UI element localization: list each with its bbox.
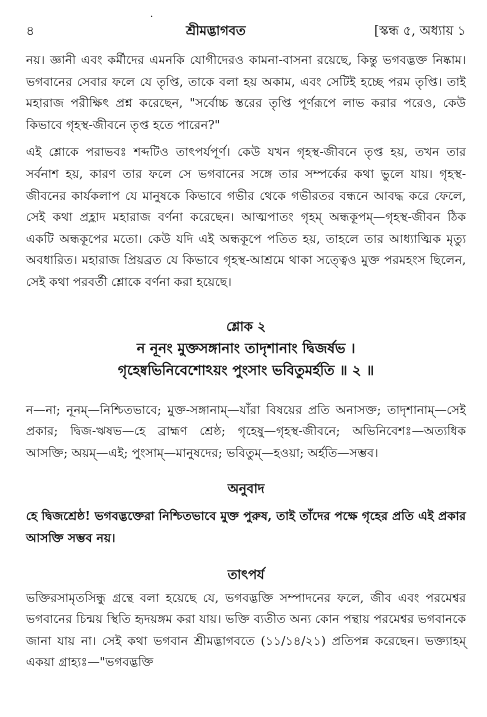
translation-heading: অনুবাদ [227,482,265,498]
purport-text: ভক্তিরসামৃতসিন্ধু গ্রন্থে বলা হয়েছে যে, ভগবদ্ভক্তি সম্পাদনের ফলে, জীব এবং পরমেশ্বর ভগবানের চিন্ময় স্থিতি হৃদয়ঙ্গম করা যায়। ভক্তি ব্যতীত অন্য কোন পন্থায় পরমেশ্বর ভগবানকে জানা যায় না। সেই কথা ভগবান শ্রীমদ্ভাগবতে (১১/১৪/২১) প্রতিপন্ন করেছেন। ভক্ত্যাহম্ একয়া গ্রাহ্যঃ—"ভগবদ্ভক্তি [26,590,466,670]
verse-line-2: গৃহেষ্বভিনিবেশোঽয়ং পুংসাং ভবিতুমর্হতি ॥ ২ ॥ [117,362,375,379]
decorative-mark: · [150,12,154,23]
verse-line-1: ন নূনং মুক্তসঙ্গানাং তাদৃশানাং দ্বিজর্ষভ । [136,340,356,357]
page-number: ৪ [26,24,35,39]
purport-heading: তাৎপর্য [227,567,265,583]
translation-text: হে দ্বিজশ্রেষ্ঠ! ভগবদ্ভক্তেরা নিশ্চিতভাবে মুক্ত পুরুষ, তাই তাঁদের পক্ষে গৃহের প্রতি এই প্রকার আসক্তি সম্ভব নয়। [26,509,466,545]
shloka-label: শ্লোক ২ [226,319,266,335]
section-indicator: [স্কন্ধ ৫, অধ্যায় ১ [374,24,466,39]
synonyms-paragraph: ন—না; নূনম্—নিশ্চিতভাবে; মুক্ত-সঙ্গানাম্—যাঁরা বিষয়ের প্রতি অনাসক্ত; তাদৃশানাম্—সেই প্রকার; দ্বিজ-ঋষভ—হে ব্রাহ্মণ শ্রেষ্ঠ; গৃহেষু—গৃহস্থ-জীবনে; অভিনিবেশঃ—অত্যধিক আসক্তি; অয়ম্—এই; পুংসাম্—মানুষদের; ভবিতুম্—হওয়া; অর্হতি—সম্ভব। [26,402,466,460]
book-page [26,12,466,674]
body-paragraph-1: নয়। জ্ঞানী এবং কর্মীদের এমনকি যোগীদেরও কামনা-বাসনা রয়েছে, কিন্তু ভগবদ্ভক্ত নিষ্কাম। ভগবানের সেবার ফলে যে তৃপ্তি, তাকে বলা হয় অকাম, এবং সেটিই হচ্ছে পরম তৃপ্তি। তাই মহারাজ পরীক্ষিৎ প্রশ্ন করেছেন, "সর্বোচ্চ স্তরের তৃপ্তি পূর্ণরূপে লাভ করার পরেও, কেউ কিভাবে গৃহস্থ-জীবনে তৃপ্ত হতে পারেন?" [26,53,466,132]
page-header [26,12,466,44]
body-paragraph-2: এই শ্লোকে পরাভবঃ শব্দটিও তাৎপর্যপূর্ণ। কেউ যখন গৃহস্থ-জীবনে তৃপ্ত হয়, তখন তার সর্বনাশ হয়, কারণ তার ফলে সে ভগবানের সঙ্গে তার সম্পর্কের কথা ভুলে যায়। গৃহস্থ-জীবনের কার্যকলাপ যে মানুষকে কিভাবে গভীর থেকে গভীরতর বন্ধনে আবদ্ধ করে ফেলে, সেই কথা প্রহ্লাদ মহারাজ বর্ণনা করেছেন। আত্মপাতং গৃহম্ অন্ধকূপম্—গৃহস্থ-জীবন ঠিক একটি অন্ধকূপের মতো। কেউ যদি এই অন্ধকূপে পতিত হয়, তাহলে তার আধ্যাত্মিক মৃত্যু অবধারিত। মহারাজ প্রিয়ব্রত যে কিভাবে গৃহস্থ-আশ্রমে থাকা সত্ত্বেও মুক্ত পরমহংস ছিলেন, সেই কথা পরবর্তী শ্লোকে বর্ণনা করা হয়েছে। [26,145,466,289]
book-title: শ্রীমদ্ভাগবত [186,24,246,39]
